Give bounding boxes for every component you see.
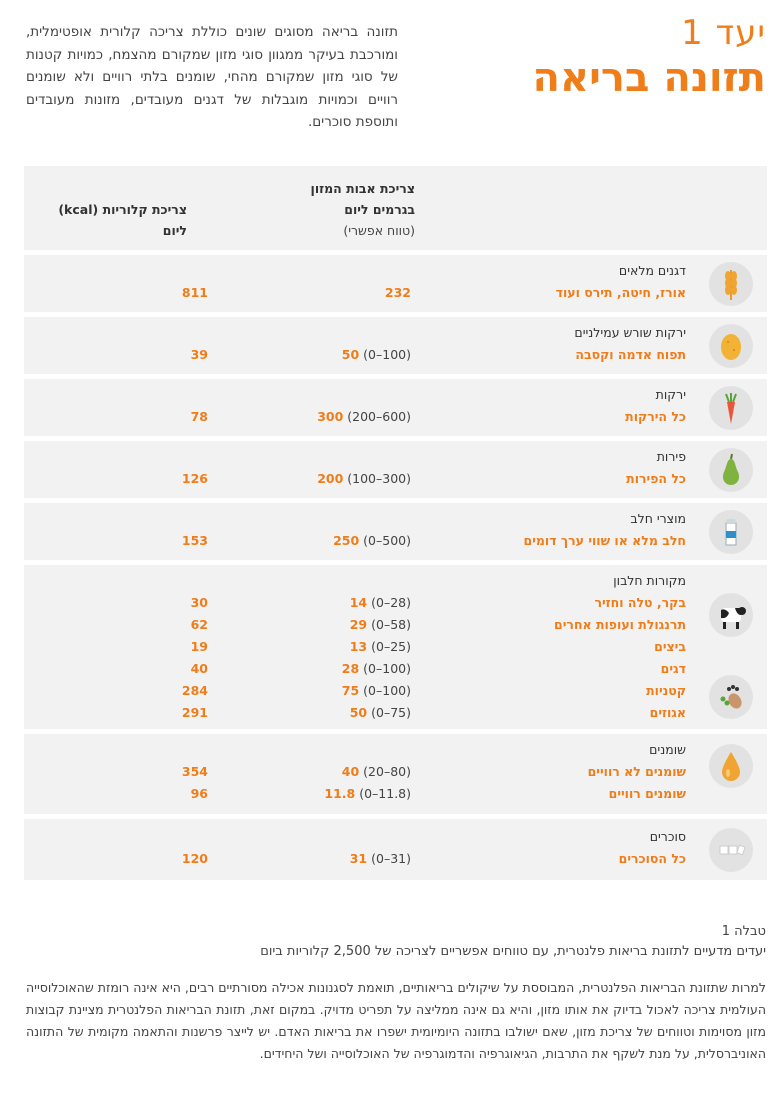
- oil-drop-icon: [709, 744, 753, 788]
- caption-label: טבלה 1: [721, 924, 766, 939]
- amount-range: (0–100): [363, 683, 411, 698]
- footnote-paragraph: למרות שתזונת הבריאות הפלנטרית, המבוססת על שיקולים בריאותיים, תואמת לסגנונות אכילה מסורתיים רבים, היא אינה רומזת שהאוכלוסייה העולמית צריכה לאכול בדיוק את אותו מזון, והיא גם אינה ממליצה על תפריט מדויק. במקום זאת, תזונת הבריאות הפלנטרית מציינת קבוצות מזון מסוימות וטווחים של צריכת מזון, שאם ישולבו בתזונה היומיומית ישפרו את בריאות האדם. יש לייצר פרשנות והתאמה מקומית של התזונה האוניברסלית, על מנת לשקף את התרבות, הגיאוגרפיה והדמוגרפיה של האוכלוסייה ושל היחידים.: [26, 980, 766, 1061]
- table-row: [24, 317, 767, 374]
- kcal-cell: 126: [181, 471, 208, 486]
- kcal-cell: 30: [190, 595, 208, 610]
- potato-icon: [709, 324, 753, 368]
- category-label: מקורות חלבון: [613, 573, 686, 588]
- food-item: קטניות: [646, 683, 686, 698]
- table-header: [24, 166, 767, 250]
- amount-cell: [350, 617, 411, 632]
- amount-range: (100–300): [347, 471, 411, 486]
- cow-icon: [709, 593, 753, 637]
- table-row: [24, 734, 767, 814]
- amount-value: 28: [341, 661, 360, 676]
- table-row: [24, 255, 767, 312]
- sugar-icon: [709, 828, 753, 872]
- amount-value: 13: [349, 639, 368, 654]
- amount-value: 50: [341, 347, 360, 362]
- amount-range: (0–100): [363, 347, 411, 362]
- table-row: [24, 441, 767, 498]
- food-item: ביצים: [654, 639, 686, 654]
- kcal-cell: 62: [190, 617, 208, 632]
- amount-value: 14: [349, 595, 368, 610]
- amount-value: 31: [349, 851, 368, 866]
- category-label: ירקות שורש עמילניים: [574, 325, 686, 340]
- amount-value: 40: [341, 764, 360, 779]
- food-item: כל הסוכרים: [618, 851, 686, 866]
- page-title: תזונה בריאה: [532, 55, 766, 101]
- kcal-cell: 19: [190, 639, 208, 654]
- header-intake-line3: (טווח אפשרי): [343, 223, 415, 238]
- amount-range: (200–600): [347, 409, 411, 424]
- amount-cell: [342, 764, 411, 779]
- food-item: שומנים לא רוויים: [587, 764, 686, 779]
- amount-range: (0–11.8): [359, 786, 411, 801]
- amount-cell: [385, 285, 411, 300]
- legumes-icon: [709, 675, 753, 719]
- amount-cell: [342, 661, 411, 676]
- amount-cell: [317, 471, 411, 486]
- amount-cell: [324, 786, 411, 801]
- category-label: מוצרי חלב: [630, 511, 686, 526]
- amount-value: 200: [317, 471, 344, 486]
- kcal-cell: 153: [181, 533, 208, 548]
- category-label: דגנים מלאים: [618, 263, 686, 278]
- header-intake-line1: צריכת אבות המזון: [310, 181, 415, 196]
- amount-cell: [350, 595, 411, 610]
- carrot-icon: [709, 386, 753, 430]
- header-calories: [58, 199, 187, 241]
- amount-value: 300: [317, 409, 344, 424]
- kcal-cell: 811: [181, 285, 208, 300]
- amount-range: (0–500): [363, 533, 411, 548]
- food-item: כל הפירות: [626, 471, 686, 486]
- food-item: תרנגולת ועופות אחרים: [554, 617, 686, 632]
- amount-range: (20–80): [363, 764, 411, 779]
- header-calories-line2: ליום: [162, 223, 187, 238]
- table-row: [24, 503, 767, 560]
- amount-cell: [333, 533, 411, 548]
- goal-label: יעד 1: [681, 13, 766, 53]
- amount-range: (0–58): [371, 617, 411, 632]
- kcal-cell: 96: [190, 786, 208, 801]
- title-block: [532, 13, 766, 101]
- amount-range: (0–28): [371, 595, 411, 610]
- amount-value: 250: [333, 533, 360, 548]
- category-label: פירות: [656, 449, 686, 464]
- kcal-cell: 354: [181, 764, 208, 779]
- header-intake: [311, 178, 415, 241]
- food-item: אגוזים: [649, 705, 686, 720]
- kcal-cell: 284: [181, 683, 208, 698]
- nutrition-table: [24, 166, 767, 880]
- amount-range: (0–100): [363, 661, 411, 676]
- category-label: ירקות: [655, 387, 686, 402]
- food-item: אורז, חיטה, תירס ועוד: [555, 285, 686, 300]
- milk-icon: [709, 510, 753, 554]
- kcal-cell: 291: [181, 705, 208, 720]
- caption-text: יעדים מדעיים לתזונת בריאות פלנטרית, עם טווחים אפשריים לצריכה של 2,500 קלוריות ביום: [260, 944, 766, 959]
- amount-value: 232: [384, 285, 411, 300]
- amount-range: (0–25): [371, 639, 411, 654]
- amount-range: (0–31): [371, 851, 411, 866]
- amount-range: (0–75): [371, 705, 411, 720]
- amount-cell: [342, 683, 411, 698]
- food-item: דגים: [660, 661, 686, 676]
- kcal-cell: 40: [190, 661, 208, 676]
- amount-cell: [350, 639, 411, 654]
- intro-paragraph: תזונה בריאה מסוגים שונים כוללת צריכה קלורית אופטימלית, ומורכבת בעיקר ממגוון סוגי מזון שמקורם מהצמח, כמויות קטנות של סוגי מזון שמקורם מהחי, שומנים בלתי רוויים ולא שומנים רוויים וכמויות מוגבלות של דגנים מעובדים, מזונות מעובדים ותוספת סוכרים.: [26, 24, 398, 130]
- header-calories-line1: צריכת קלוריות (kcal): [58, 202, 187, 217]
- amount-cell: [350, 705, 411, 720]
- food-item: תפוח אדמה וקסבה: [575, 347, 686, 362]
- table-row: [24, 819, 767, 880]
- table-row: [24, 565, 767, 729]
- amount-value: 75: [341, 683, 360, 698]
- amount-cell: [342, 347, 411, 362]
- amount-cell: [317, 409, 411, 424]
- amount-value: 11.8: [324, 786, 356, 801]
- amount-value: 29: [349, 617, 368, 632]
- pear-icon: [709, 448, 753, 492]
- table-row: [24, 379, 767, 436]
- food-item: חלב מלא או שווי ערך דומים: [523, 533, 686, 548]
- header-intake-line2: בגרמים ליום: [344, 202, 415, 217]
- amount-cell: [350, 851, 411, 866]
- kcal-cell: 120: [181, 851, 208, 866]
- category-label: שומנים: [649, 742, 686, 757]
- category-label: סוכרים: [649, 829, 686, 844]
- food-item: בקר, טלה וחזיר: [594, 595, 686, 610]
- food-item: שומנים רוויים: [608, 786, 686, 801]
- kcal-cell: 39: [190, 347, 208, 362]
- amount-value: 50: [349, 705, 368, 720]
- kcal-cell: 78: [190, 409, 208, 424]
- food-item: כל הירקות: [625, 409, 686, 424]
- table-caption: [26, 922, 766, 962]
- wheat-icon: [709, 262, 753, 306]
